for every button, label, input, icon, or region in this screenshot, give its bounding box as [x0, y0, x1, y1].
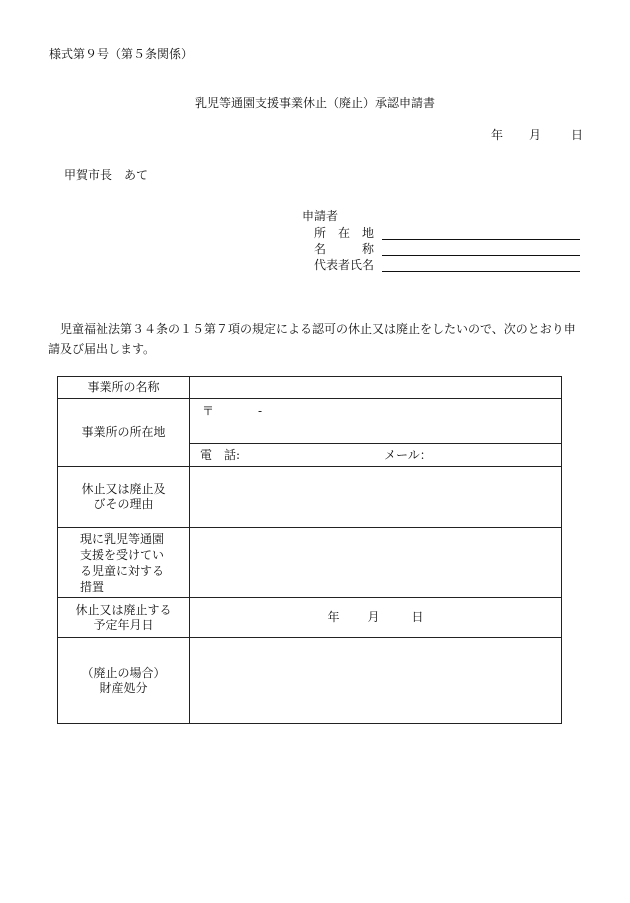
reason-label [58, 467, 190, 528]
date-day-label: 日 [571, 128, 584, 142]
applicant-representative-label: 代表者氏名 [314, 258, 375, 272]
table-row [58, 598, 562, 638]
property-label-line-2: 財産処分 [99, 680, 148, 695]
applicant-name-line[interactable] [382, 242, 580, 256]
applicant-label: 申請者 [302, 209, 339, 223]
measures-label [58, 528, 190, 598]
addressee: 甲賀市長 あて [64, 168, 149, 182]
facility-address-label: 事業所の所在地 [58, 399, 190, 467]
measures-label-line-2: 支援を受けてい [80, 547, 165, 562]
contact-field[interactable] [190, 444, 562, 467]
applicant-representative-line[interactable] [382, 258, 580, 272]
scheduled-date-label-line-2: 予定年月日 [93, 617, 154, 632]
applicant-address-label: 所 在 地 [314, 226, 375, 240]
applicant-name-label: 名 称 [314, 242, 375, 256]
applicant-address-row [314, 224, 580, 240]
table-row [58, 377, 562, 399]
scheduled-year-label: 年 [327, 610, 340, 624]
measures-label-line-3: る児童に対する [80, 563, 165, 578]
facility-name-field[interactable] [190, 377, 562, 399]
date-month-label: 月 [529, 128, 542, 142]
measures-label-line-4: 措置 [80, 579, 105, 594]
scheduled-month-label: 月 [367, 610, 380, 624]
email-label: メール： [384, 447, 432, 462]
reason-label-line-2: びその理由 [93, 497, 154, 511]
scheduled-date-label [58, 598, 190, 638]
table-row [58, 399, 562, 444]
postal-mark: 〒 [202, 404, 215, 418]
table-row [58, 467, 562, 528]
form-number: 様式第９号（第５条関係） [49, 47, 194, 61]
postal-code-line [190, 399, 561, 443]
measures-field[interactable] [190, 528, 562, 598]
postal-dash: - [258, 404, 263, 418]
applicant-name-row [314, 240, 580, 256]
scheduled-date-label-line-1: 休止又は廃止する [75, 602, 172, 617]
date-year-label: 年 [491, 128, 504, 142]
contact-line [190, 448, 561, 463]
facility-address-field[interactable] [190, 399, 562, 444]
reason-label-line-1: 休止又は廃止及 [81, 482, 166, 496]
facility-name-label: 事業所の名称 [58, 377, 190, 399]
measures-label-line-1: 現に乳児等通園 [80, 531, 165, 546]
applicant-address-line[interactable] [382, 226, 580, 240]
phone-label: 電 話: [200, 447, 241, 462]
applicant-representative-row [314, 256, 580, 272]
scheduled-date-field[interactable] [190, 598, 562, 638]
reason-field[interactable] [190, 467, 562, 528]
body-text: 児童福祉法第３４条の１５第７項の規定による認可の休止又は廃止をしたいので、次のとおり申請及び届出します。 [48, 322, 576, 356]
scheduled-day-label: 日 [411, 610, 424, 624]
document-title: 乳児等通園支援事業休止（廃止）承認申請書 [194, 96, 435, 110]
property-disposal-field[interactable] [190, 638, 562, 724]
property-label-line-1: （廃止の場合） [81, 665, 166, 680]
property-disposal-label [58, 638, 190, 724]
table-row [58, 638, 562, 724]
form-table [57, 376, 562, 724]
table-row [58, 528, 562, 598]
